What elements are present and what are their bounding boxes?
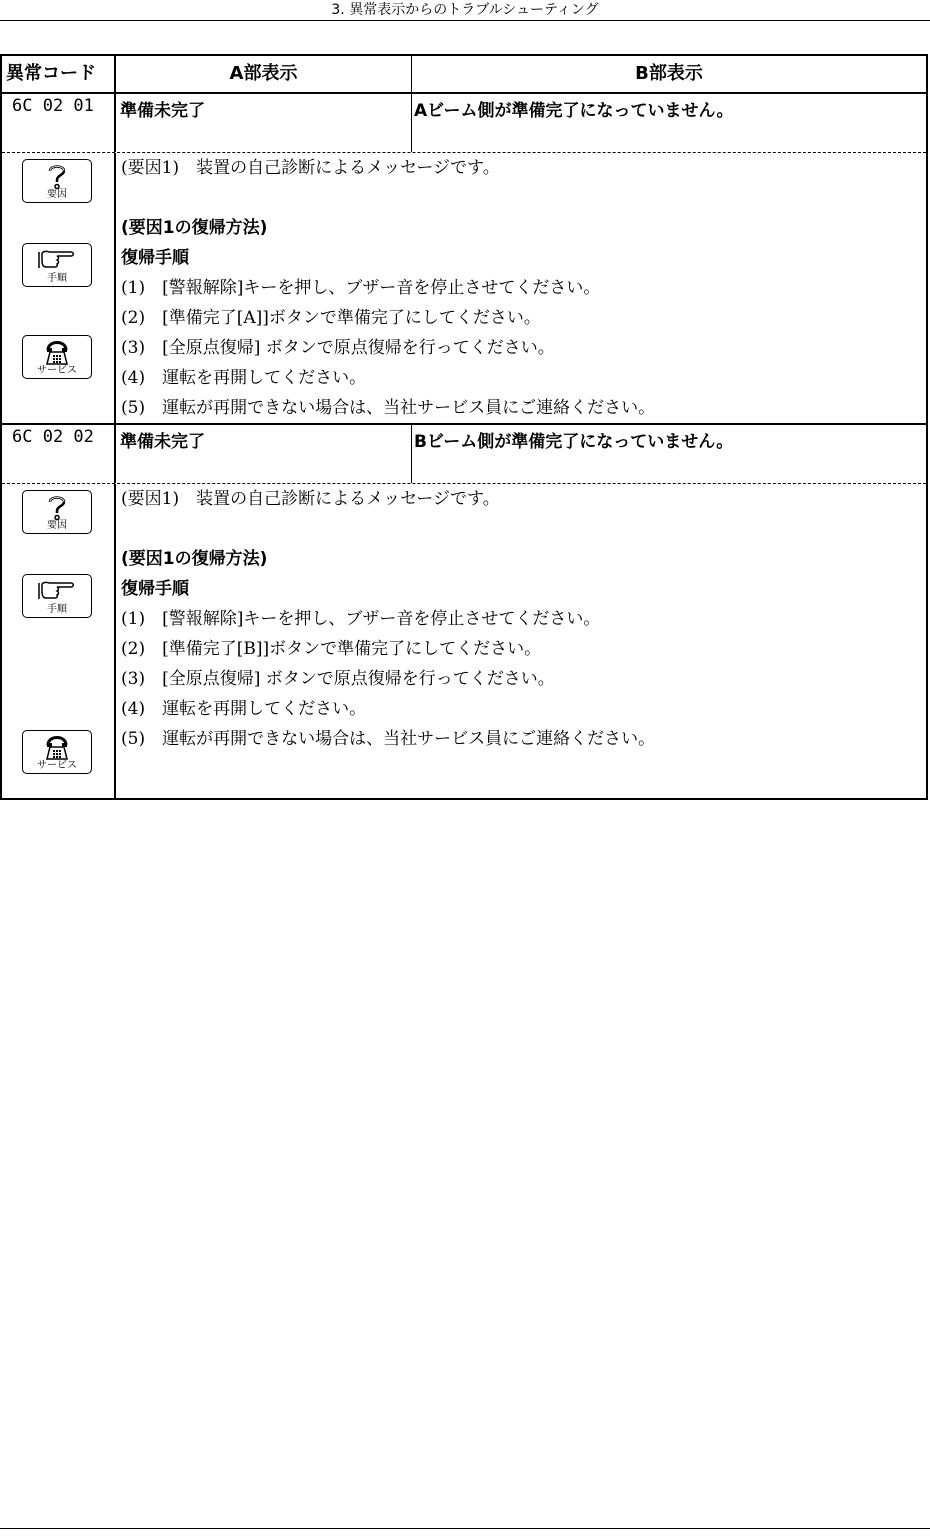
step-3: (3) [全原点復帰] ボタンで原点復帰を行ってください。 [121,669,555,689]
step-5: (5) 運転が再開できない場合は、当社サービス員にご連絡ください。 [121,729,656,749]
recovery-heading: (要因1の復帰方法) [121,218,268,238]
procedure-heading: 復帰手順 [121,579,189,599]
error-code: 6C 02 02 [2,425,116,483]
page-footer-rule [0,1528,930,1529]
icon-column [2,484,116,798]
error-code: 6C 02 01 [2,94,116,152]
procedure-heading: 復帰手順 [121,248,189,268]
cause-icon-box [22,159,92,203]
step-1: (1) [警報解除]キーを押し、ブザー音を停止させてください。 [121,278,601,298]
procedure-icon-label: 手順 [47,604,67,615]
cause-text: (要因1) 装置の自己診断によるメッセージです。 [121,489,500,509]
service-icon-box [22,730,92,774]
header-error-code: 異常コード [2,56,116,92]
header-b-display: B部表示 [635,63,703,84]
step-5: (5) 運転が再開できない場合は、当社サービス員にご連絡ください。 [121,398,656,418]
table-header-row [2,56,926,94]
step-4: (4) 運転を再開してください。 [121,699,367,719]
b-display-text: Bビーム側が準備完了になっていません。 [414,432,734,452]
step-2: (2) [準備完了[A]]ボタンで準備完了にしてください。 [121,308,541,328]
header-a-display: A部表示 [116,56,412,92]
cause-icon-label: 要因 [47,520,67,531]
recovery-heading: (要因1の復帰方法) [121,549,268,569]
error-entry-row [2,423,926,483]
telephone-icon [40,733,74,761]
pointing-hand-icon [35,577,79,603]
step-3: (3) [全原点復帰] ボタンで原点復帰を行ってください。 [121,338,555,358]
step-1: (1) [警報解除]キーを押し、ブザー音を停止させてください。 [121,609,601,629]
page-header: 3. 異常表示からのトラブルシューティング [0,0,930,21]
cause-icon-label: 要因 [47,189,67,200]
entry-detail [2,483,926,798]
step-4: (4) 運転を再開してください。 [121,368,367,388]
a-display-text: 準備未完了 [116,94,412,152]
a-display-text: 準備未完了 [116,425,412,483]
detail-text [116,484,926,798]
service-icon-box [22,335,92,379]
procedure-icon-box [22,574,92,618]
procedure-icon-label: 手順 [47,273,67,284]
b-display-text: Aビーム側が準備完了になっていません。 [414,101,734,121]
entry-detail [2,152,926,423]
service-icon-label: サービス [37,365,77,376]
detail-text [116,153,926,423]
cause-icon-box [22,490,92,534]
cause-text: (要因1) 装置の自己診断によるメッセージです。 [121,158,500,178]
question-mark-icon [42,162,72,190]
icon-column [2,153,116,423]
question-mark-icon [42,493,72,521]
step-2: (2) [準備完了[B]]ボタンで準備完了にしてください。 [121,639,542,659]
error-code-table [0,54,928,800]
telephone-icon [40,338,74,366]
error-entry-row [2,94,926,152]
procedure-icon-box [22,243,92,287]
pointing-hand-icon [35,246,79,272]
service-icon-label: サービス [37,760,77,771]
